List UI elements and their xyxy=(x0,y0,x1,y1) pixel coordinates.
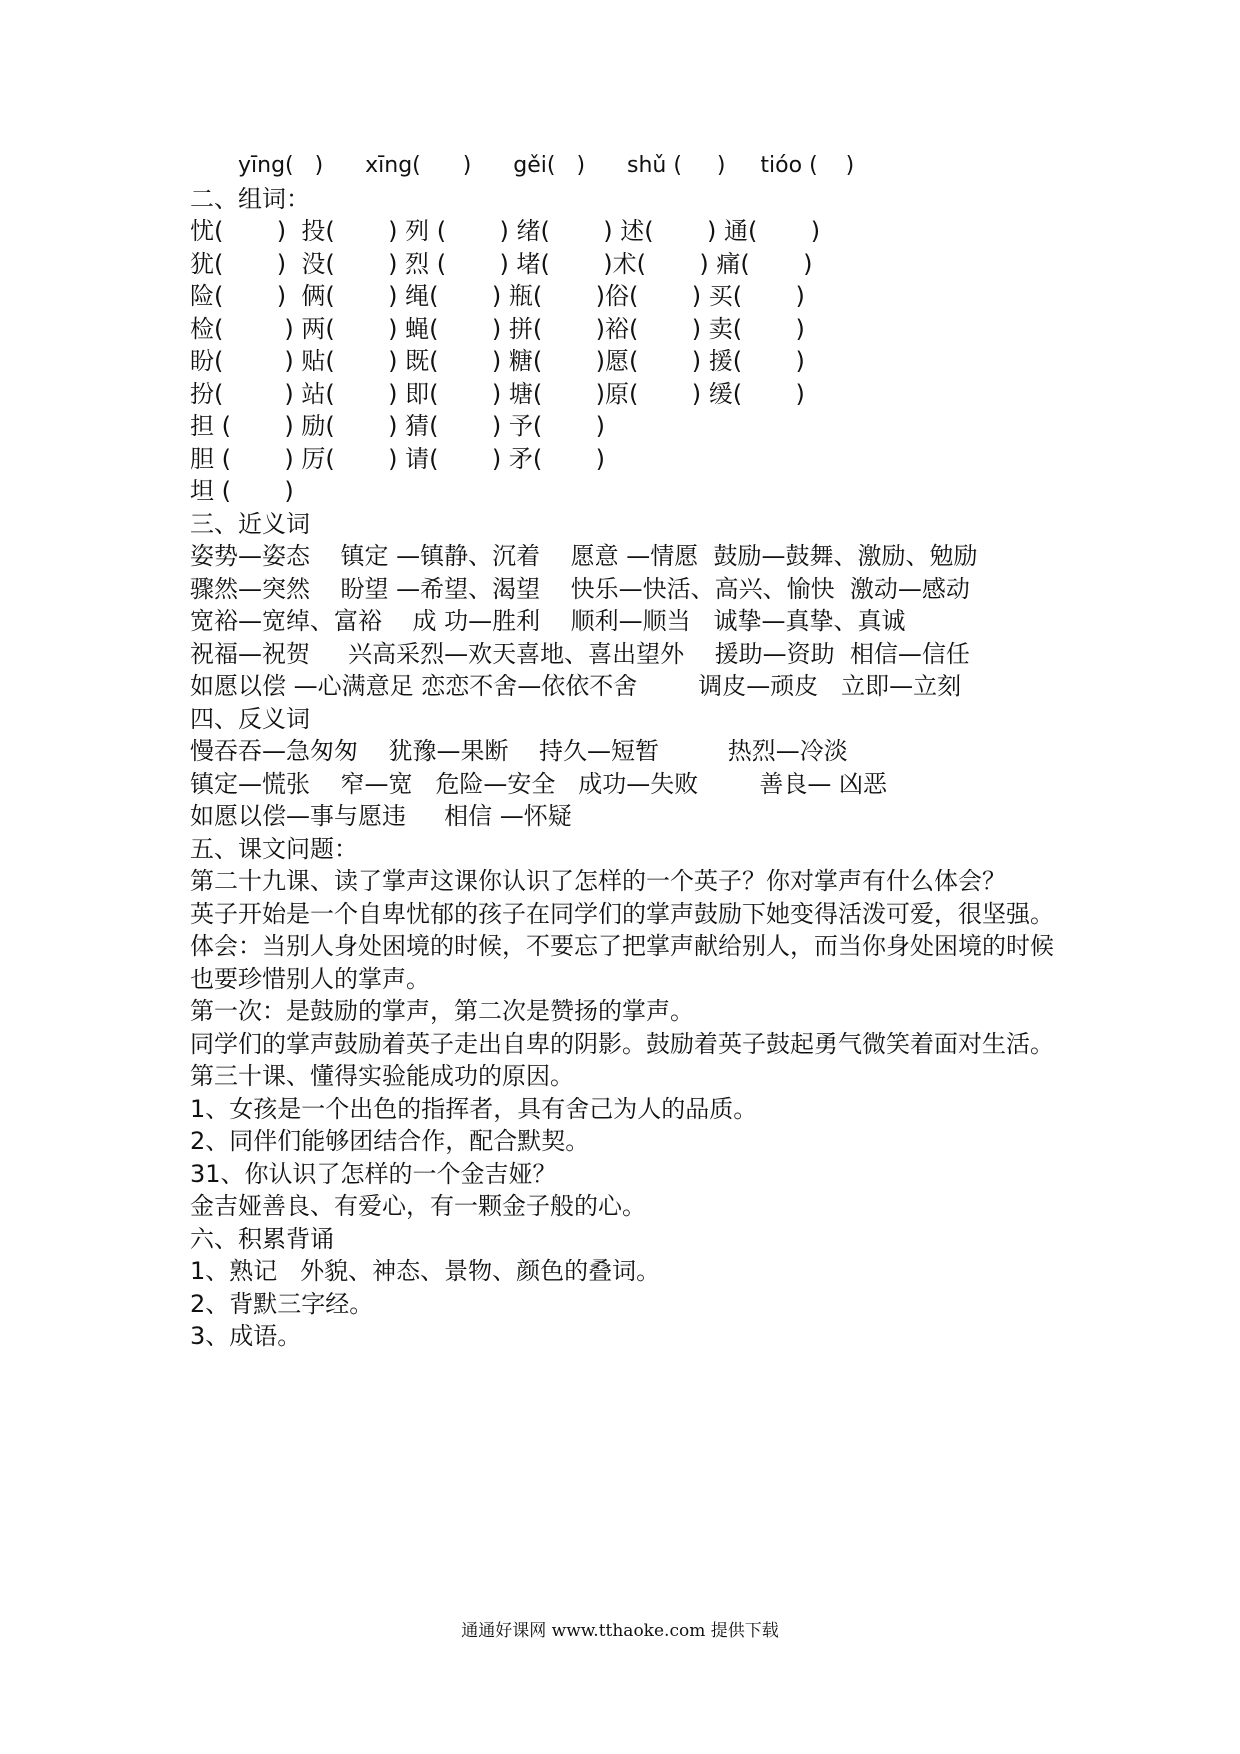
word-formation-row: 胆 ( ) 厉( ) 请( ) 矛( ) xyxy=(190,444,606,473)
recitation-item: 1、熟记 外貌、神态、景物、颜色的叠词。 xyxy=(190,1257,661,1285)
word-formation-row: 犹( ) 没( ) 烈 ( ) 堵( )术( ) 痛( ) xyxy=(190,249,813,278)
word-formation-row: 险( ) 俩( ) 绳( ) 瓶( )俗( ) 买( ) xyxy=(190,282,805,310)
answer-paragraph: 体会：当别人身处困境的时候，不要忘了把掌声献给别人，而当你身处困境的时候也要珍惜别人的掌声。 xyxy=(190,932,1054,993)
word-formation-row: 坦 ( ) xyxy=(190,477,294,505)
recitation-item: 2、背默三字经。 xyxy=(190,1289,374,1318)
synonym-row: 宽裕—宽绰、富裕 成 功—胜利 顺利—顺当 诚挚—真挚、真诚 xyxy=(190,607,906,635)
question-paragraph: 第二十九课、读了掌声这课你认识了怎样的一个英子？你对掌声有什么体会？ xyxy=(190,867,1006,895)
synonym-row: 祝福—祝贺 兴高采烈—欢天喜地、喜出望外 援助—资助 相信—信任 xyxy=(190,639,970,668)
word-formation-row: 盼( ) 贴( ) 既( ) 糖( )愿( ) 援( ) xyxy=(190,347,805,375)
recitation-item: 3、成语。 xyxy=(190,1322,302,1350)
answer-paragraph: 第一次：是鼓励的掌声，第二次是赞扬的掌声。 xyxy=(190,997,694,1025)
word-formation-row: 忧( ) 投( ) 列 ( ) 绪( ) 述( ) 通( ) xyxy=(190,217,821,245)
answer-paragraph: 1、女孩是一个出色的指挥者，具有舍己为人的品质。 xyxy=(190,1094,758,1123)
answer-paragraph: 同学们的掌声鼓励着英子走出自卑的阴影。鼓励着英子鼓起勇气微笑着面对生活。 xyxy=(190,1029,1054,1058)
section-title-text-questions: 五、课文问题： xyxy=(190,834,358,863)
question-paragraph: 第三十课、懂得实验能成功的原因。 xyxy=(190,1062,574,1090)
section-title-word-formation: 二、组词： xyxy=(190,184,310,213)
synonym-row: 如愿以偿 —心满意足 恋恋不舍—依依不舍 调皮—顽皮 立即—立刻 xyxy=(190,672,962,700)
antonym-row: 慢吞吞—急匆匆 犹豫—果断 持久—短暂 热烈—冷淡 xyxy=(190,737,848,765)
antonym-row: 镇定—慌张 窄—宽 危险—安全 成功—失败 善良— 凶恶 xyxy=(190,769,887,798)
antonym-row: 如愿以偿—事与愿违 相信 —怀疑 xyxy=(190,802,572,830)
word-formation-row: 扮( ) 站( ) 即( ) 塘( )原( ) 缓( ) xyxy=(190,379,805,408)
document-body xyxy=(190,150,1070,1353)
word-formation-row: 检( ) 两( ) 蝇( ) 拼( )裕( ) 卖( ) xyxy=(190,314,805,343)
page-footer: 通通好课网 www.tthaoke.com 提供下载 xyxy=(461,1621,779,1641)
synonym-row: 姿势—姿态 镇定 —镇静、沉着 愿意 —情愿 鼓励—鼓舞、激励、勉励 xyxy=(190,542,978,570)
answer-paragraph: 金吉娅善良、有爱心，有一颗金子般的心。 xyxy=(190,1192,646,1220)
section-title-antonyms: 四、反义词 xyxy=(190,704,310,733)
answer-paragraph: 英子开始是一个自卑忧郁的孩子在同学们的掌声鼓励下她变得活泼可爱，很坚强。 xyxy=(190,899,1054,928)
question-paragraph: 31、你认识了怎样的一个金吉娅？ xyxy=(190,1159,557,1188)
synonym-row: 骤然—突然 盼望 —希望、渴望 快乐—快活、高兴、愉快 激动—感动 xyxy=(190,574,970,603)
section-title-synonyms: 三、近义词 xyxy=(190,509,310,538)
pinyin-row: yīng( ) xīng( ) gěi( ) shǔ ( ) tióo ( ) xyxy=(238,153,855,178)
section-title-recitation: 六、积累背诵 xyxy=(190,1224,334,1253)
answer-paragraph: 2、同伴们能够团结合作，配合默契。 xyxy=(190,1127,590,1155)
word-formation-row: 担 ( ) 励( ) 猜( ) 予( ) xyxy=(190,412,606,440)
